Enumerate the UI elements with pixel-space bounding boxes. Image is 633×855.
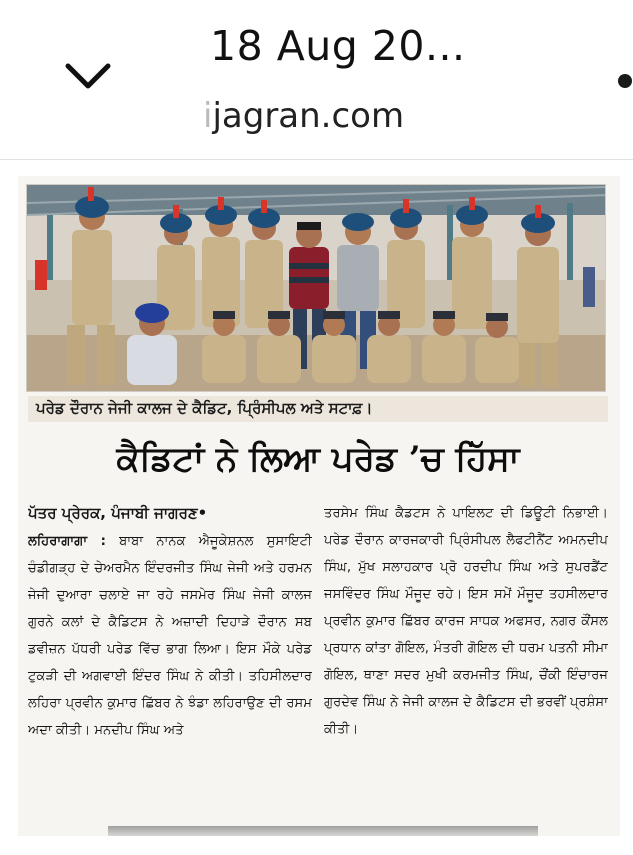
photo-caption: ਪਰੇਡ ਦੌਰਾਨ ਜੇਜੀ ਕਾਲਜ ਦੇ ਕੈਡਿਟ, ਪ੍ਰਿੰਸੀਪਲ ਅਤੇ ਸਟਾਫ਼। xyxy=(28,396,608,422)
url-prefix: i xyxy=(203,96,213,136)
more-dot-icon[interactable] xyxy=(618,74,632,88)
article-headline: ਕੈਡਿਟਾਂ ਨੇ ਲਿਆ ਪਰੇਡ ’ਚ ਹਿੱਸਾ xyxy=(116,439,520,479)
tab-title[interactable]: 18 Aug 20... xyxy=(210,22,466,70)
url-domain: jagran.com xyxy=(212,96,405,136)
article-photo xyxy=(26,184,606,392)
article-column-2-text: ਤਰਸੇਮ ਸਿੰਘ ਕੈਡਟਸ ਨੇ ਪਾਇਲਟ ਦੀ ਡਿਊਟੀ ਨਿਭਾਈ। ਪਰੇਡ ਦੌਰਾਨ ਕਾਰਜਕਾਰੀ ਪ੍ਰਿੰਸੀਪਲ ਲੈਫਟੀਨੈਂਟ ਅਮਨਦੀਪ ਸਿੰਘ, ਮੁੱਖ ਸਲਾਹਕਾਰ ਪ੍ਰੋ ਹਰਦੀਪ ਸਿੰਘ ਅਤੇ ਸੁਪਰਡੈਂਟ ਜਸਵਿੰਦਰ ਸਿੰਘ ਮੌਜੂਦ ਰਹੇ। ਇਸ ਸਮੇਂ ਮੌਜੂਦ ਤਹਸੀਲਦਾਰ ਪ੍ਰਵੀਨ ਕੁਮਾਰ ਛਿੱਬਰ ਕਾਰਜ ਸਾਧਕ ਅਫਸਰ, ਨਗਰ ਕੌਂਸਲ ਪ੍ਰਧਾਨ ਕਾਂਤਾ ਗੋਇਲ, ਮੰਤਰੀ ਗੋਇਲ ਦੀ ਧਰਮ ਪਤਨੀ ਸੀਮਾ ਗੋਇਲ, ਥਾਣਾ ਸਦਰ ਮੁਖੀ ਕਰਮਜੀਤ ਸਿੰਘ, ਚੌਂਕੀ ਇੰਚਾਰਜ ਗੁਰਦੇਵ ਸਿੰਘ ਨੇ ਜੇਜੀ ਕਾਲਜ ਦੇ ਕੈਡਿਟਸ ਦੀ ਭਰਵੀਂ ਪ੍ਰਸ਼ੰਸਾ ਕੀਤੀ। xyxy=(324,506,608,737)
article-body xyxy=(28,500,608,800)
article-byline: ਪੱਤਰ ਪ੍ਰੇਰਕ, ਪੰਜਾਬੀ ਜਾਗਰਣ• xyxy=(28,504,208,522)
newspaper-clipping xyxy=(18,176,620,836)
chevron-down-icon[interactable] xyxy=(62,56,114,100)
page-edge-rule xyxy=(108,826,538,836)
article-column-1-text: ਬਾਬਾ ਨਾਨਕ ਐਜੂਕੇਸ਼ਨਲ ਸੁਸਾਇਟੀ ਚੰਡੀਗੜ੍ਹ ਦੇ ਚੇਅਰਮੈਨ ਇੰਦਰਜੀਤ ਸਿੰਘ ਜੇਜੀ ਅਤੇ ਹਰਮਨ ਜੇਜੀ ਦੁਆਰਾ ਚਲਾਏ ਜਾ ਰਹੇ ਜਸਮੇਰ ਸਿੰਘ ਜੇਜੀ ਕਾਲਜ ਗੁਰਨੇ ਕਲਾਂ ਦੇ ਕੈਡਿਟਸ ਨੇ ਅਜ਼ਾਦੀ ਦਿਹਾੜੇ ਦੌਰਾਨ ਸਬ ਡਵੀਜ਼ਨ ਪੱਧਰੀ ਪਰੇਡ ਵਿੱਚ ਭਾਗ ਲਿਆ। ਇਸ ਮੌਕੇ ਪਰੇਡ ਟੁਕੜੀ ਦੀ ਅਗਵਾਈ ਇੰਦਰ ਸਿੰਘ ਨੇ ਕੀਤੀ। ਤਹਿਸੀਲਦਾਰ ਲਹਿਰਾ ਪ੍ਰਵੀਨ ਕੁਮਾਰ ਛਿੱਬਰ ਨੇ ਝੰਡਾ ਲਹਿਰਾਉਣ ਦੀ ਰਸਮ ਅਦਾ ਕੀਤੀ। ਮਨਦੀਪ ਸਿੰਘ ਅਤੇ xyxy=(28,534,312,738)
url-bar[interactable] xyxy=(203,96,404,136)
browser-header xyxy=(0,0,633,160)
article-dateline: ਲਹਿਰਾਗਾਗਾ : xyxy=(28,534,106,549)
cadets-group-photo xyxy=(27,185,606,392)
article-column-2 xyxy=(324,500,608,800)
article-column-1 xyxy=(28,500,312,800)
chevron-down-icon-graphic xyxy=(62,56,114,96)
